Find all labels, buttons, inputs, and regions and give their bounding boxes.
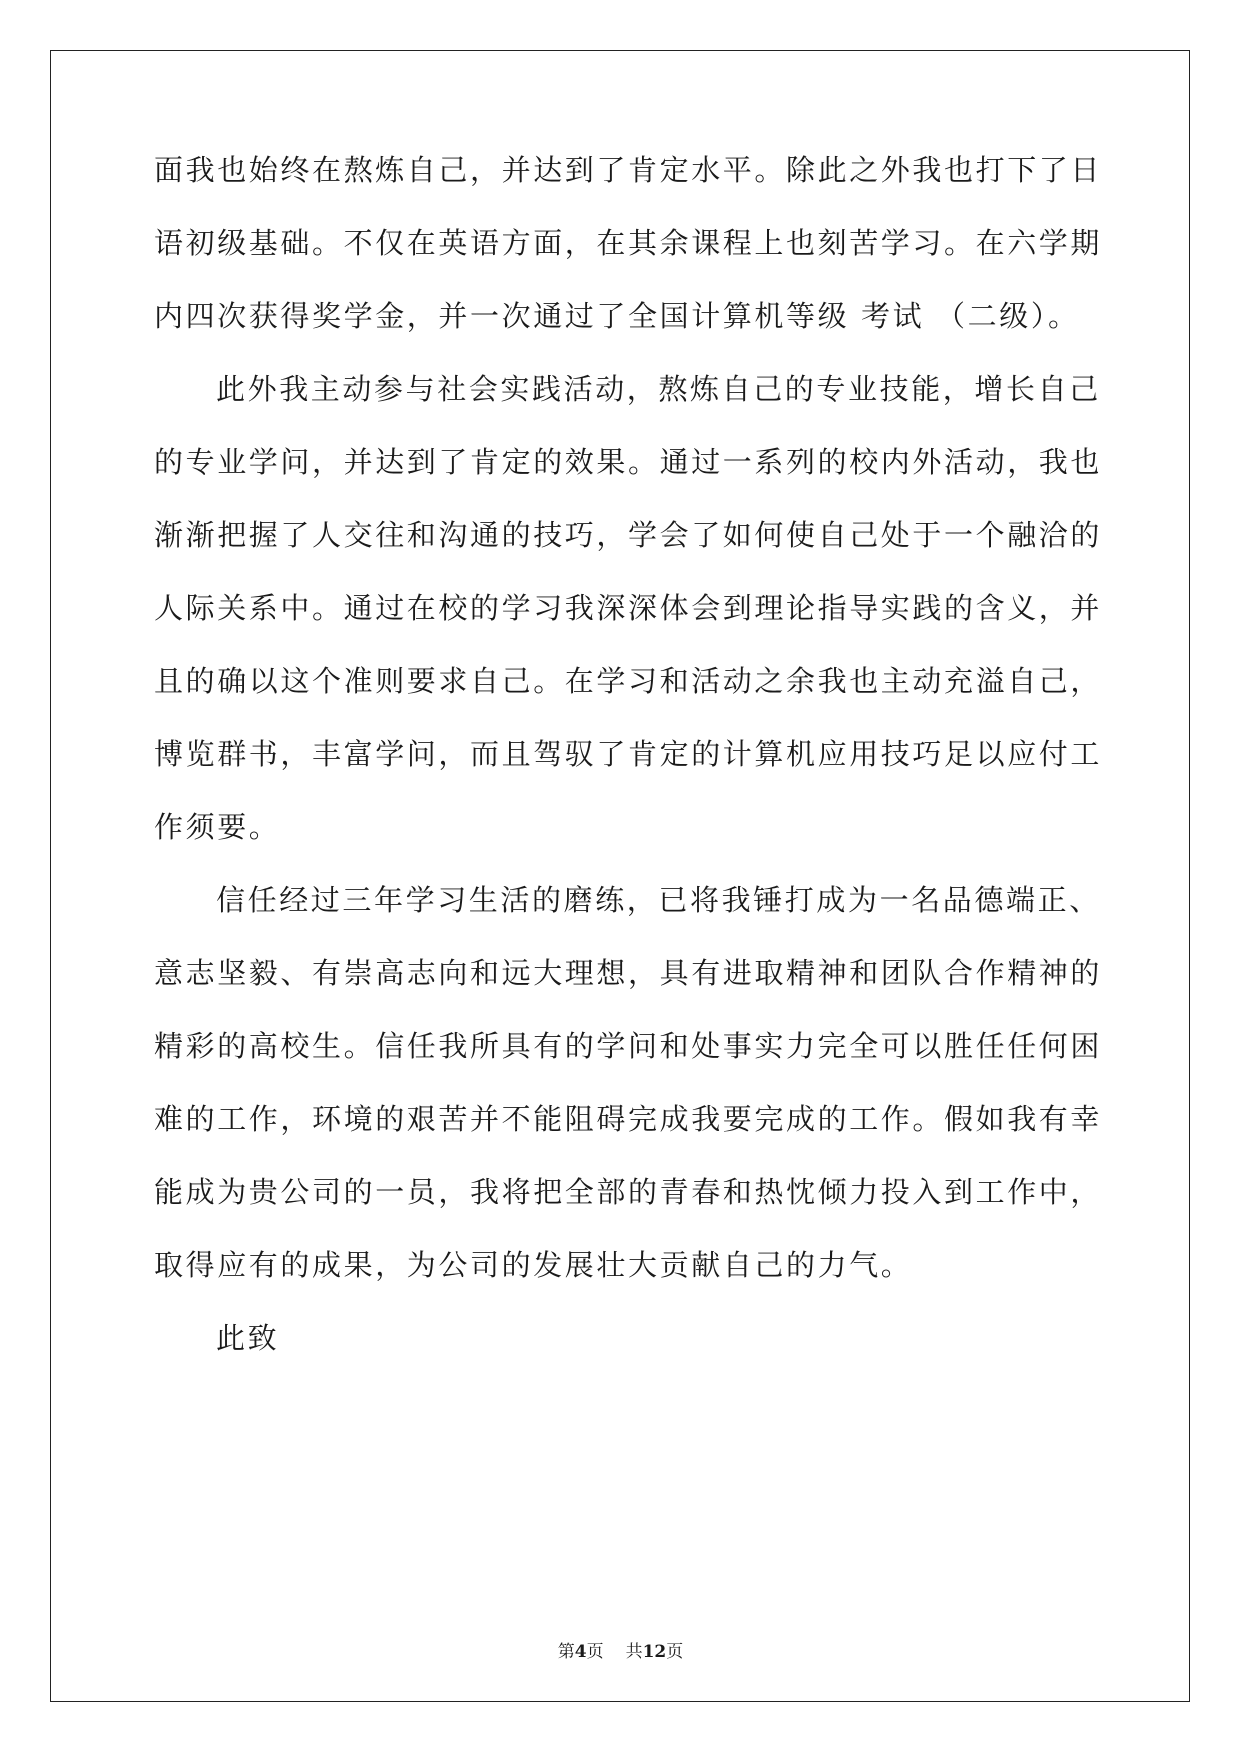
text-line: 且的确以这个准则要求自己。在学习和活动之余我也主动充溢自己， bbox=[154, 664, 1103, 698]
total-prefix: 共 bbox=[625, 1642, 643, 1662]
total-pages: 12 bbox=[642, 1642, 667, 1662]
page-number: 4 bbox=[574, 1642, 587, 1662]
text-line: 人际关系中。通过在校的学习我深深体会到理论指导实践的含义，并 bbox=[154, 591, 1103, 625]
text-line: 博览群书，丰富学问，而且驾驭了肯定的计算机应用技巧足以应付工 bbox=[154, 737, 1103, 771]
text-line: 的专业学问，并达到了肯定的效果。通过一系列的校内外活动，我也 bbox=[154, 445, 1103, 479]
text-line: 语初级基础。不仅在英语方面，在其余课程上也刻苦学习。在六学期 bbox=[154, 226, 1103, 260]
paragraph-start-line: 信任经过三年学习生活的磨练，已将我锤打成为一名品德端正、 bbox=[216, 883, 1101, 917]
text-line: 渐渐把握了人交往和沟通的技巧，学会了如何使自己处于一个融洽的 bbox=[154, 518, 1103, 552]
page-suffix: 页 bbox=[586, 1642, 604, 1662]
text-line: 取得应有的成果，为公司的发展壮大贡献自己的力气。 bbox=[154, 1248, 913, 1282]
closing-salutation: 此致 bbox=[216, 1321, 280, 1355]
paragraph-start-line: 此外我主动参与社会实践活动，熬炼自己的专业技能，增长自己 bbox=[216, 372, 1101, 406]
text-line: 能成为贵公司的一员，我将把全部的青春和热忱倾力投入到工作中， bbox=[154, 1175, 1103, 1209]
text-line: 面我也始终在熬炼自己，并达到了肯定水平。除此之外我也打下了日 bbox=[154, 153, 1103, 187]
page-footer bbox=[0, 1640, 1241, 1664]
text-line: 作须要。 bbox=[154, 810, 281, 844]
total-suffix: 页 bbox=[666, 1642, 684, 1662]
page-prefix: 第 bbox=[557, 1642, 575, 1662]
text-line: 难的工作，环境的艰苦并不能阻碍完成我要完成的工作。假如我有幸 bbox=[154, 1102, 1103, 1136]
text-line: 内四次获得奖学金，并一次通过了全国计算机等级 考试 （二级）。 bbox=[154, 299, 1080, 333]
text-line: 意志坚毅、有崇高志向和远大理想，具有进取精神和团队合作精神的 bbox=[154, 956, 1103, 990]
text-line: 精彩的高校生。信任我所具有的学问和处事实力完全可以胜任任何困 bbox=[154, 1029, 1103, 1063]
